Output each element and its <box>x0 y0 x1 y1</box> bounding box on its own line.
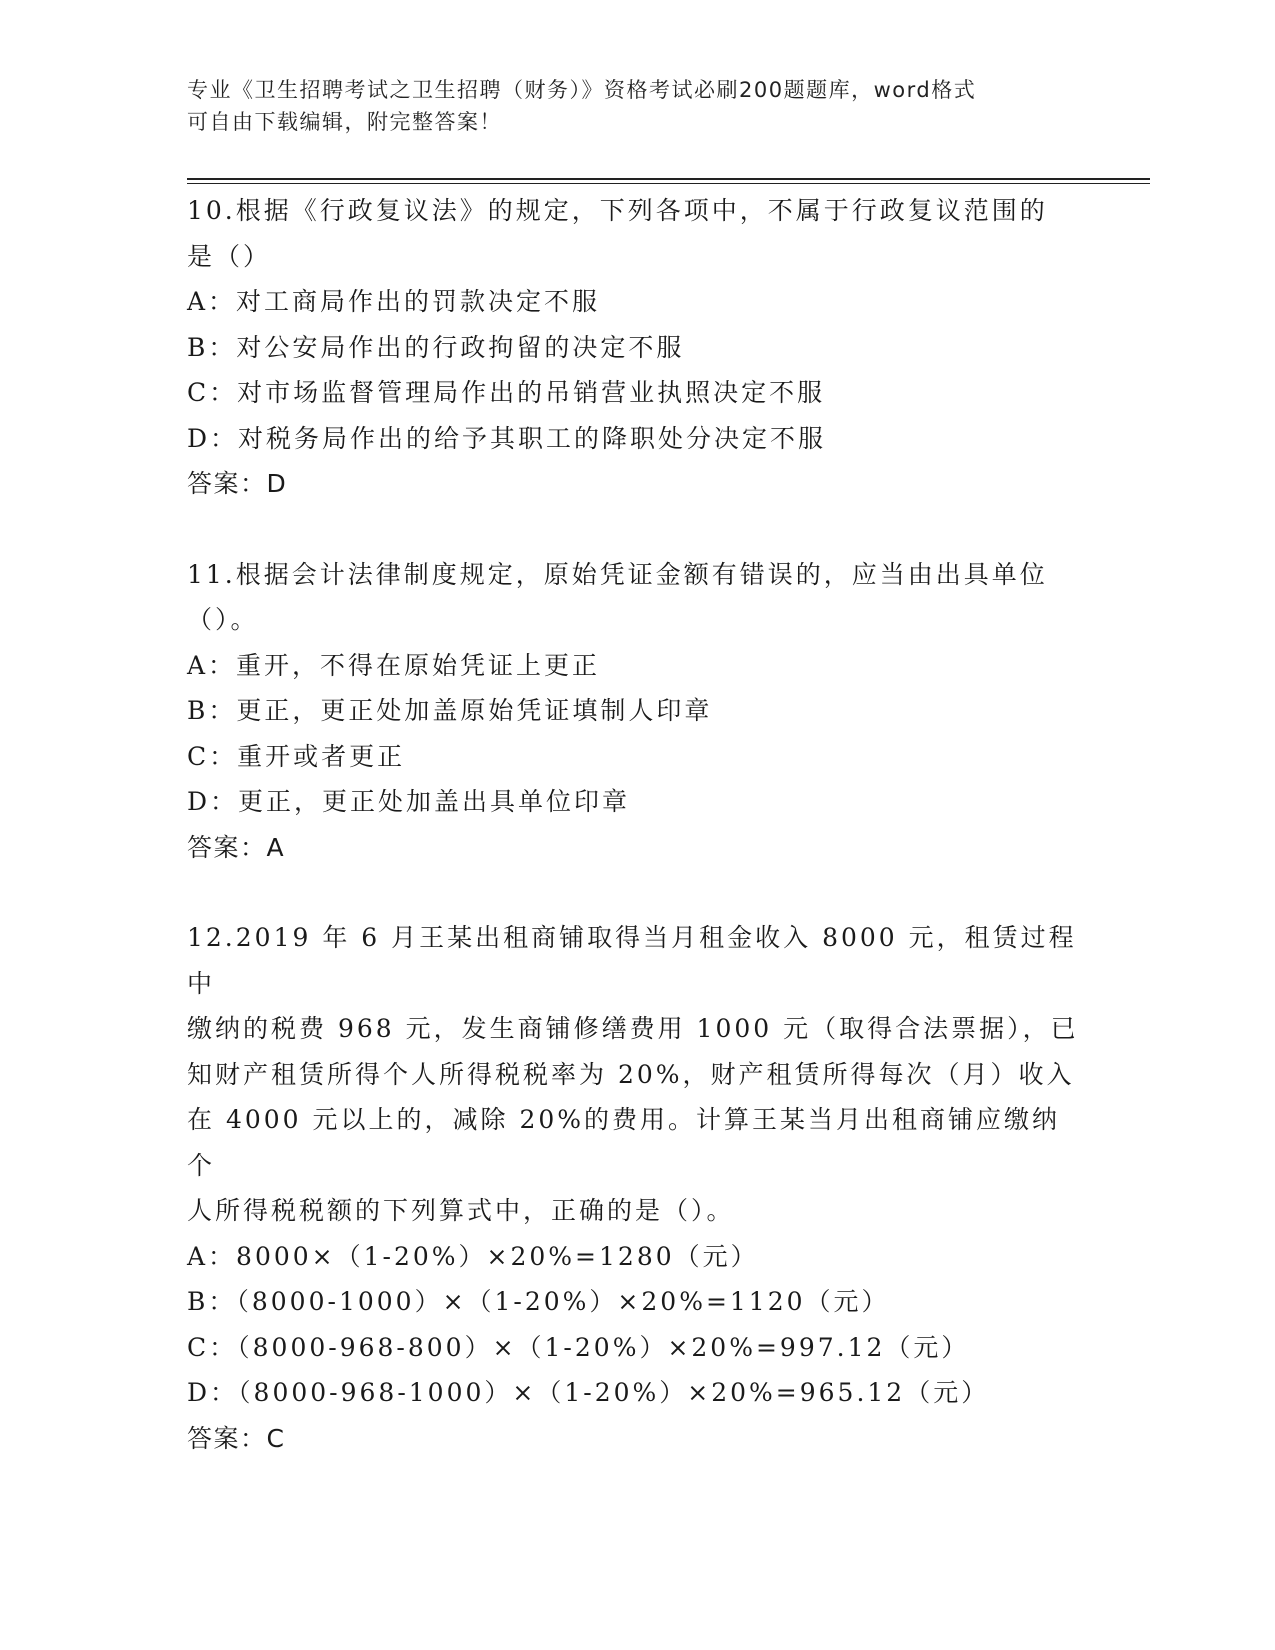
question-stem: 在 4000 元以上的，减除 20%的费用。计算王某当月出租商铺应缴纳个 <box>187 1105 1061 1180</box>
question-list <box>187 188 1087 1461</box>
option-b: B：（8000-1000）×（1-20%）×20%=1120（元） <box>187 1287 890 1316</box>
question-stem: 10.根据《行政复议法》的规定，下列各项中，不属于行政复议范围的 <box>187 196 1048 225</box>
question-stem: 知财产租赁所得个人所得税税率为 20%，财产租赁所得每次（月）收入 <box>187 1059 1075 1089</box>
header-divider <box>187 178 1150 184</box>
option-a: A：对工商局作出的罚款决定不服 <box>187 287 601 316</box>
question-10 <box>187 188 1087 507</box>
option-b: B：对公安局作出的行政拘留的决定不服 <box>187 332 685 362</box>
question-stem: （）。 <box>187 605 259 634</box>
option-a: A：重开，不得在原始凭证上更正 <box>187 650 601 680</box>
option-c: C：重开或者更正 <box>187 741 406 771</box>
option-d: D：（8000-968-1000）×（1-20%）×20%=965.12（元） <box>187 1378 990 1407</box>
question-stem: 是（） <box>187 241 272 271</box>
header-line-2: 可自由下载编辑，附完整答案！ <box>187 110 502 134</box>
document-header <box>187 74 1087 138</box>
question-11 <box>187 552 1087 871</box>
option-d: D：更正，更正处加盖出具单位印章 <box>187 787 631 816</box>
question-stem: 11.根据会计法律制度规定，原始凭证金额有错误的，应当由出具单位 <box>187 559 1048 589</box>
answer: 答案：D <box>187 469 288 498</box>
question-stem: 缴纳的税费 968 元，发生商铺修缮费用 1000 元（取得合法票据），已 <box>187 1014 1079 1043</box>
answer: 答案：A <box>187 832 286 862</box>
option-d: D：对税务局作出的给予其职工的降职处分决定不服 <box>187 423 827 453</box>
question-12 <box>187 915 1087 1461</box>
option-a: A：8000×（1-20%）×20%=1280（元） <box>187 1241 759 1271</box>
option-b: B：更正，更正处加盖原始凭证填制人印章 <box>187 696 713 725</box>
answer: 答案：C <box>187 1423 286 1453</box>
option-c: C：对市场监督管理局作出的吊销营业执照决定不服 <box>187 378 826 407</box>
option-c: C：（8000-968-800）×（1-20%）×20%=997.12（元） <box>187 1332 970 1362</box>
header-line-1: 专业《卫生招聘考试之卫生招聘（财务）》资格考试必刷200题题库，word格式 <box>187 78 977 102</box>
question-stem: 12.2019 年 6 月王某出租商铺取得当月租金收入 8000 元，租赁过程中 <box>187 923 1077 998</box>
question-stem: 人所得税税额的下列算式中，正确的是（）。 <box>187 1196 735 1225</box>
